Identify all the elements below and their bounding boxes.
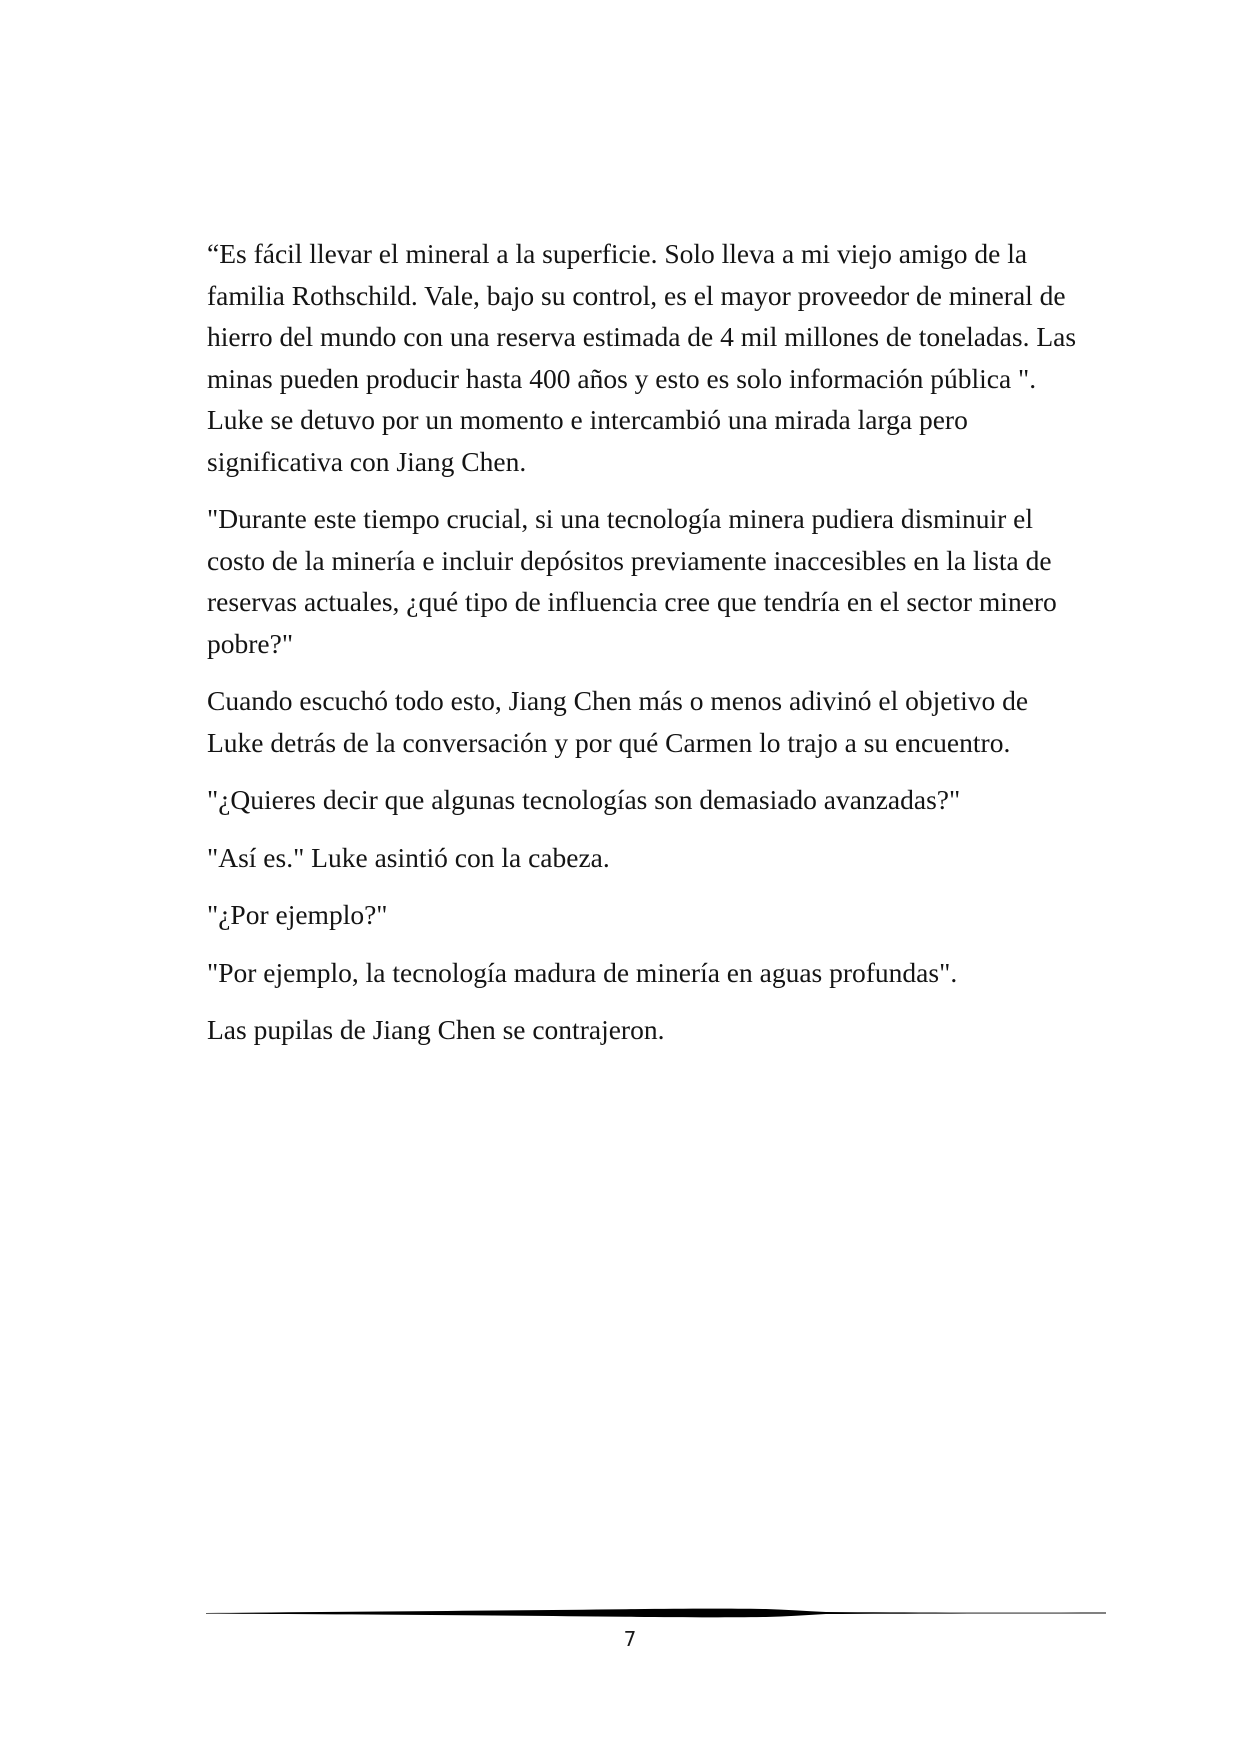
paragraph: "¿Quieres decir que algunas tecnologías son demasiado avanzadas?" bbox=[207, 784, 961, 815]
body-text bbox=[207, 233, 1087, 1067]
paragraph: "¿Por ejemplo?" bbox=[207, 899, 388, 930]
paragraph: "Así es." Luke asintió con la cabeza. bbox=[207, 841, 610, 873]
paragraph: "Por ejemplo, la tecnología madura de minería en aguas profundas". bbox=[207, 956, 958, 988]
paragraph: Las pupilas de Jiang Chen se contrajeron. bbox=[207, 1014, 665, 1045]
page-number: 7 bbox=[623, 1627, 637, 1651]
paragraph: “Es fácil llevar el mineral a la superficie. Solo lleva a mi viejo amigo de la familia Rothschild. Vale, bajo su control, es el mayor proveedor de mineral de hierro del mundo con una reserva estimada de 4 mil millones de toneladas. Las minas pueden producir hasta 400 años y esto es solo información pública ". Luke se detuvo por un momento e intercambió una mirada larga pero significativa con Jiang Chen. bbox=[207, 238, 1077, 477]
paragraph: Cuando escuchó todo esto, Jiang Chen más o menos adivinó el objetivo de Luke detrás de la conversación y por qué Carmen lo trajo a su encuentro. bbox=[207, 685, 1029, 758]
footer-divider bbox=[206, 1606, 1106, 1620]
paragraph: "Durante este tiempo crucial, si una tecnología minera pudiera disminuir el costo de la minería e incluir depósitos previamente inaccesibles en la lista de reservas actuales, ¿qué tipo de influencia cree que tendría en el sector minero pobre?" bbox=[207, 503, 1057, 659]
